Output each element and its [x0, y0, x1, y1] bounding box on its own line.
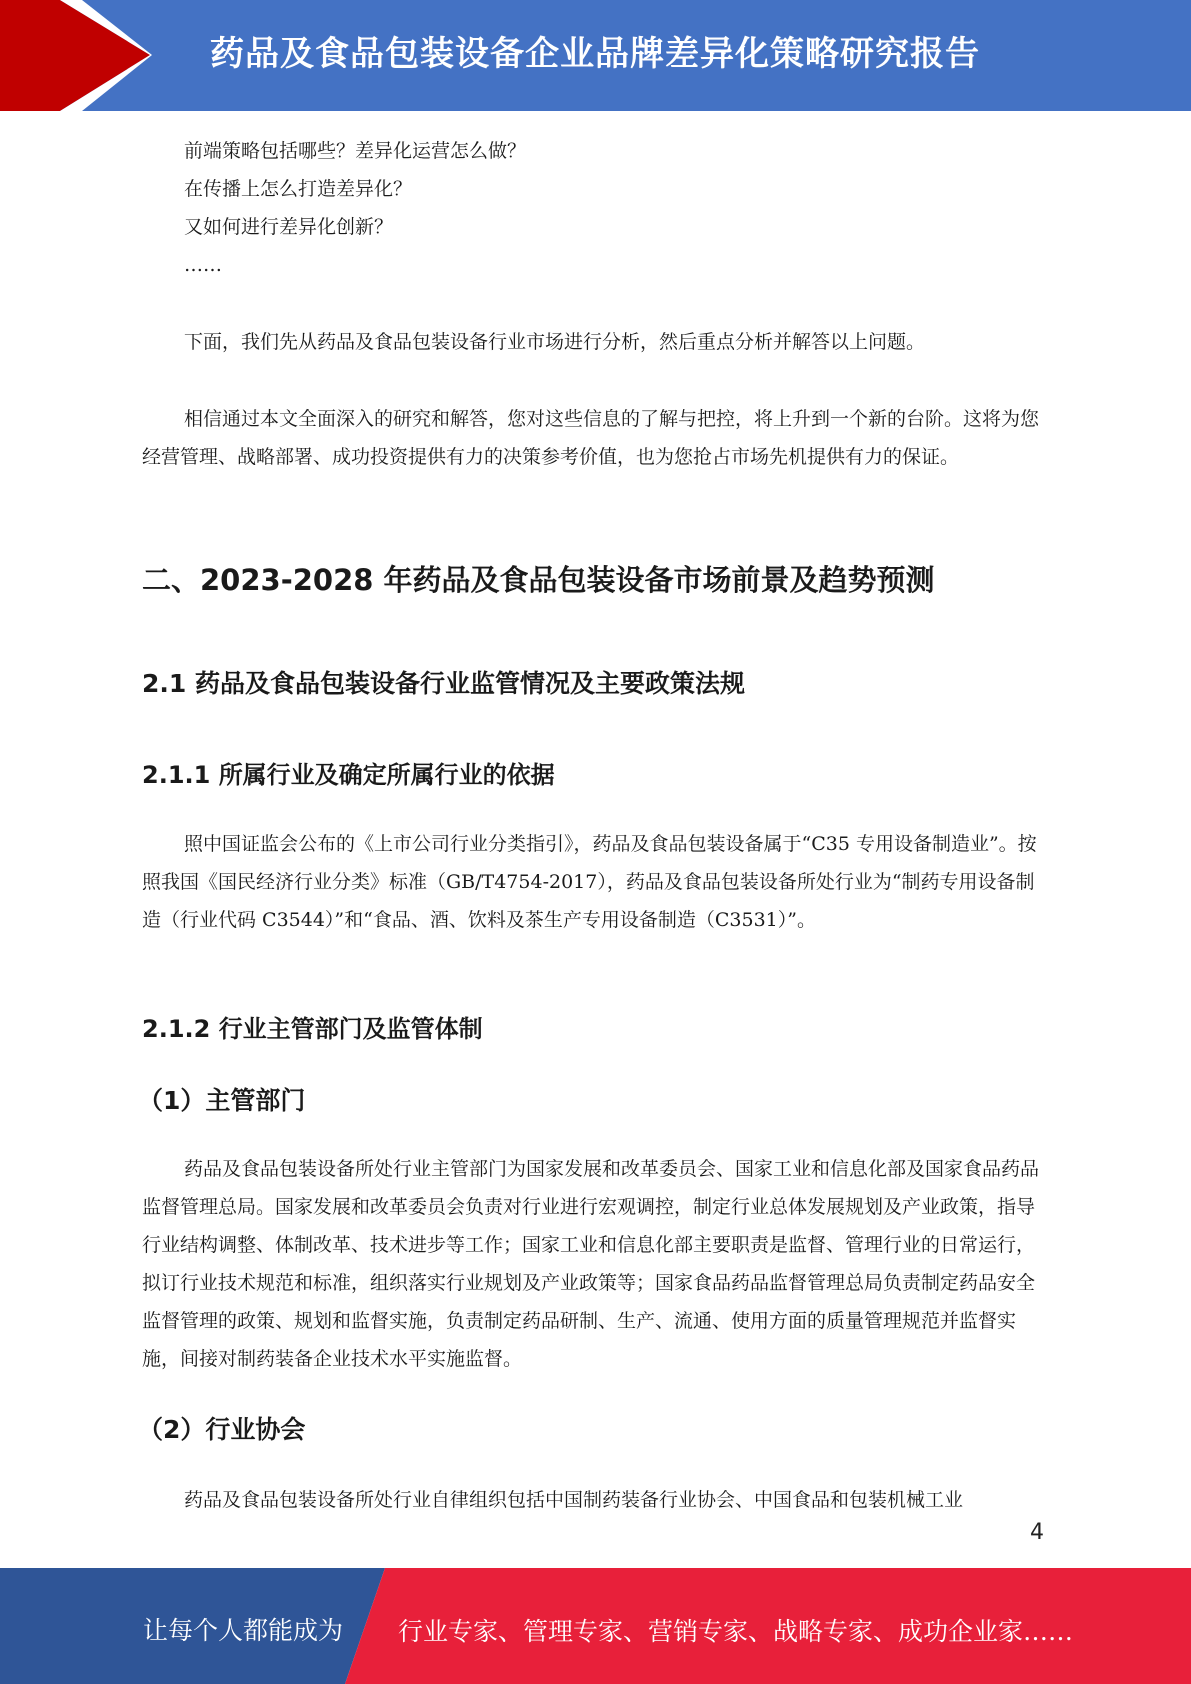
footer-slogan-left: 让每个人都能成为	[143, 1616, 344, 1645]
item-heading: （1）主管部门	[138, 1086, 306, 1115]
ellipsis-line: ……	[184, 254, 222, 276]
subsection-heading: 2.1 药品及食品包装设备行业监管情况及主要政策法规	[142, 669, 745, 698]
intro-paragraph: 相信通过本文全面深入的研究和解答，您对这些信息的了解与把控，将上升到一个新的台阶。这将为您经营管理、战略部署、成功投资提供有力的决策参考价值，也为您抢占市场先机提供有力的保证。	[142, 408, 1040, 468]
subsubsection-heading: 2.1.1 所属行业及确定所属行业的依据	[142, 761, 555, 789]
intro-paragraph: 下面，我们先从药品及食品包装设备行业市场进行分析，然后重点分析并解答以上问题。	[184, 331, 926, 353]
page-footer	[0, 1568, 1191, 1684]
industry-classification-paragraph: 照中国证监会公布的《上市公司行业分类指引》，药品及食品包装设备属于“C35 专用设备制造业”。按照我国《国民经济行业分类》标准（GB/T4754-2017），药品及食品包装设备所处行业为“制药专用设备制造（行业代码 C3544）”和“食品、酒、饮料及茶生产专用设备制造（C3531）”。	[142, 833, 1037, 931]
page-header	[0, 0, 1191, 111]
page-number: 4	[1030, 1520, 1044, 1545]
item-heading: （2）行业协会	[138, 1415, 306, 1444]
report-title: 药品及食品包装设备企业品牌差异化策略研究报告	[210, 34, 980, 74]
subsubsection-heading: 2.1.2 行业主管部门及监管体制	[142, 1015, 483, 1043]
question-line: 又如何进行差异化创新？	[184, 216, 394, 238]
authority-paragraph: 药品及食品包装设备所处行业主管部门为国家发展和改革委员会、国家工业和信息化部及国家食品药品监督管理总局。国家发展和改革委员会负责对行业进行宏观调控，制定行业总体发展规划及产业政策，指导行业结构调整、体制改革、技术进步等工作；国家工业和信息化部主要职责是监督、管理行业的日常运行，拟订行业技术规范和标准，组织落实行业规划及产业政策等；国家食品药品监督管理总局负责制定药品安全监督管理的政策、规划和监督实施，负责制定药品研制、生产、流通、使用方面的质量管理规范并监督实施，间接对制药装备企业技术水平实施监督。	[142, 1158, 1040, 1370]
association-paragraph: 药品及食品包装设备所处行业自律组织包括中国制药装备行业协会、中国食品和包装机械工业	[184, 1489, 964, 1511]
footer-slogan-right: 行业专家、管理专家、营销专家、战略专家、成功企业家……	[398, 1617, 1074, 1646]
question-line: 在传播上怎么打造差异化？	[184, 178, 413, 200]
question-line: 前端策略包括哪些？差异化运营怎么做？	[184, 140, 527, 162]
section-heading: 二、2023-2028 年药品及食品包装设备市场前景及趋势预测	[142, 563, 935, 597]
